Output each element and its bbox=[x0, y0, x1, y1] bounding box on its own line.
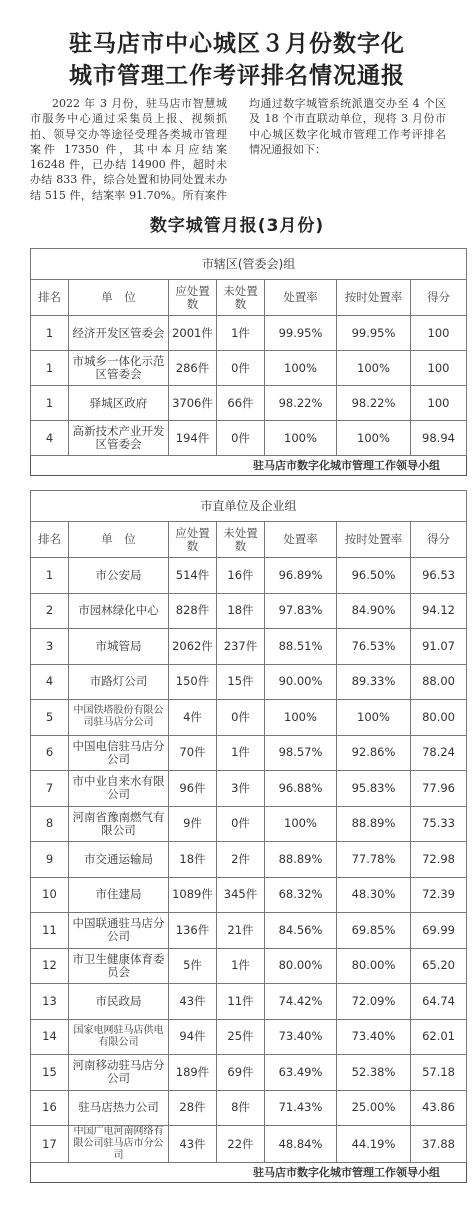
cell-ontime: 80.00% bbox=[337, 948, 411, 984]
cell-rate: 97.83% bbox=[265, 593, 337, 629]
cell-score: 64.74 bbox=[411, 984, 467, 1020]
cell-due: 2062件 bbox=[169, 629, 217, 665]
cell-rate: 100% bbox=[265, 421, 337, 456]
cell-rank: 15 bbox=[31, 1055, 69, 1091]
cell-due: 1089件 bbox=[169, 877, 217, 913]
cell-rate: 98.22% bbox=[265, 386, 337, 421]
cell-rate: 96.88% bbox=[265, 771, 337, 807]
cell-rate: 88.51% bbox=[265, 629, 337, 665]
header-ontime: 按时处置率 bbox=[337, 522, 411, 558]
header-rate: 处置率 bbox=[265, 522, 337, 558]
cell-rank: 1 bbox=[31, 316, 69, 351]
cell-rank: 7 bbox=[31, 771, 69, 807]
cell-score: 43.86 bbox=[411, 1090, 467, 1126]
cell-unit: 中国电信驻马店分公司 bbox=[69, 735, 169, 771]
cell-unit: 市交通运输局 bbox=[69, 842, 169, 878]
cell-rank: 17 bbox=[31, 1126, 69, 1163]
table-row bbox=[31, 558, 467, 594]
cell-ontime: 100% bbox=[337, 421, 411, 456]
header-pending: 未处置数 bbox=[217, 280, 265, 316]
cell-pending: 2件 bbox=[217, 842, 265, 878]
cell-due: 4件 bbox=[169, 700, 217, 736]
cell-score: 80.00 bbox=[411, 700, 467, 736]
table-row bbox=[31, 421, 467, 456]
header-due: 应处置数 bbox=[169, 280, 217, 316]
cell-pending: 0件 bbox=[217, 700, 265, 736]
cell-due: 286件 bbox=[169, 351, 217, 386]
cell-unit: 市公安局 bbox=[69, 558, 169, 594]
table-row bbox=[31, 1090, 467, 1126]
cell-pending: 21件 bbox=[217, 913, 265, 949]
header-pending: 未处置数 bbox=[217, 522, 265, 558]
cell-rate: 99.95% bbox=[265, 316, 337, 351]
cell-rate: 96.89% bbox=[265, 558, 337, 594]
cell-score: 91.07 bbox=[411, 629, 467, 665]
cell-due: 96件 bbox=[169, 771, 217, 807]
cell-rank: 16 bbox=[31, 1090, 69, 1126]
cell-rank: 6 bbox=[31, 735, 69, 771]
cell-rank: 3 bbox=[31, 629, 69, 665]
title-line-1: 驻马店市中心城区３月份数字化 bbox=[69, 31, 405, 57]
cell-unit: 中国铁塔股份有限公司驻马店分公司 bbox=[69, 700, 169, 736]
cell-score: 100 bbox=[411, 351, 467, 386]
cell-pending: 1件 bbox=[217, 948, 265, 984]
cell-score: 57.18 bbox=[411, 1055, 467, 1091]
cell-pending: 0件 bbox=[217, 421, 265, 456]
table-row bbox=[31, 593, 467, 629]
cell-pending: 345件 bbox=[217, 877, 265, 913]
cell-due: 18件 bbox=[169, 842, 217, 878]
cell-pending: 66件 bbox=[217, 386, 265, 421]
group-title: 市直单位及企业组 bbox=[31, 491, 467, 522]
cell-unit: 驿城区政府 bbox=[69, 386, 169, 421]
cell-ontime: 84.90% bbox=[337, 593, 411, 629]
report-subtitle: 数字城管月报(3月份) bbox=[149, 216, 325, 236]
cell-rank: 2 bbox=[31, 593, 69, 629]
header-unit: 单 位 bbox=[69, 280, 169, 316]
cell-due: 5件 bbox=[169, 948, 217, 984]
cell-score: 72.39 bbox=[411, 877, 467, 913]
table-row bbox=[31, 735, 467, 771]
table-row bbox=[31, 771, 467, 807]
cell-rate: 80.00% bbox=[265, 948, 337, 984]
cell-rate: 98.57% bbox=[265, 735, 337, 771]
cell-rate: 100% bbox=[265, 806, 337, 842]
cell-unit: 中国广电河南网络有限公司驻马店市分公司 bbox=[69, 1126, 169, 1163]
cell-score: 100 bbox=[411, 386, 467, 421]
table-row bbox=[31, 316, 467, 351]
cell-due: 189件 bbox=[169, 1055, 217, 1091]
cell-due: 28件 bbox=[169, 1090, 217, 1126]
cell-rate: 100% bbox=[265, 351, 337, 386]
cell-rank: 11 bbox=[31, 913, 69, 949]
cell-due: 9件 bbox=[169, 806, 217, 842]
table-row bbox=[31, 806, 467, 842]
cell-rank: 8 bbox=[31, 806, 69, 842]
header-unit: 单 位 bbox=[69, 522, 169, 558]
intro-text bbox=[30, 96, 446, 204]
header-rank: 排名 bbox=[31, 280, 69, 316]
cell-score: 96.53 bbox=[411, 558, 467, 594]
cell-unit: 市城乡一体化示范区管委会 bbox=[69, 351, 169, 386]
cell-rate: 88.89% bbox=[265, 842, 337, 878]
title-line-2: 城市管理工作考评排名情况通报 bbox=[69, 63, 405, 89]
cell-pending: 16件 bbox=[217, 558, 265, 594]
cell-unit: 市路灯公司 bbox=[69, 664, 169, 700]
cell-ontime: 95.83% bbox=[337, 771, 411, 807]
cell-rank: 4 bbox=[31, 421, 69, 456]
group-title: 市辖区(管委会)组 bbox=[31, 249, 467, 280]
cell-ontime: 100% bbox=[337, 351, 411, 386]
cell-pending: 237件 bbox=[217, 629, 265, 665]
table-footer: 驻马店市数字化城市管理工作领导小组 bbox=[253, 459, 441, 472]
table-header-row bbox=[31, 522, 467, 558]
cell-ontime: 69.85% bbox=[337, 913, 411, 949]
cell-pending: 15件 bbox=[217, 664, 265, 700]
table-row bbox=[31, 984, 467, 1020]
cell-rank: 1 bbox=[31, 558, 69, 594]
cell-ontime: 72.09% bbox=[337, 984, 411, 1020]
cell-ontime: 76.53% bbox=[337, 629, 411, 665]
table-row bbox=[31, 700, 467, 736]
cell-rank: 12 bbox=[31, 948, 69, 984]
cell-rate: 63.49% bbox=[265, 1055, 337, 1091]
cell-due: 43件 bbox=[169, 1126, 217, 1163]
district-ranking-table bbox=[30, 248, 467, 476]
cell-unit: 中国联通驻马店分公司 bbox=[69, 913, 169, 949]
cell-ontime: 77.78% bbox=[337, 842, 411, 878]
table-row bbox=[31, 877, 467, 913]
cell-rate: 73.40% bbox=[265, 1019, 337, 1055]
table-row bbox=[31, 948, 467, 984]
cell-score: 65.20 bbox=[411, 948, 467, 984]
table-row bbox=[31, 629, 467, 665]
cell-rank: 5 bbox=[31, 700, 69, 736]
table-row bbox=[31, 386, 467, 421]
cell-pending: 8件 bbox=[217, 1090, 265, 1126]
cell-due: 2001件 bbox=[169, 316, 217, 351]
cell-score: 75.33 bbox=[411, 806, 467, 842]
cell-pending: 3件 bbox=[217, 771, 265, 807]
cell-unit: 驻马店热力公司 bbox=[69, 1090, 169, 1126]
cell-ontime: 96.50% bbox=[337, 558, 411, 594]
cell-rank: 1 bbox=[31, 386, 69, 421]
cell-unit: 市园林绿化中心 bbox=[69, 593, 169, 629]
cell-due: 514件 bbox=[169, 558, 217, 594]
cell-rank: 4 bbox=[31, 664, 69, 700]
cell-due: 3706件 bbox=[169, 386, 217, 421]
department-ranking-table bbox=[30, 490, 467, 1183]
cell-rate: 68.32% bbox=[265, 877, 337, 913]
cell-rank: 13 bbox=[31, 984, 69, 1020]
cell-unit: 市城管局 bbox=[69, 629, 169, 665]
cell-score: 98.94 bbox=[411, 421, 467, 456]
cell-pending: 1件 bbox=[217, 316, 265, 351]
header-ontime: 按时处置率 bbox=[337, 280, 411, 316]
cell-score: 94.12 bbox=[411, 593, 467, 629]
cell-due: 136件 bbox=[169, 913, 217, 949]
header-score: 得分 bbox=[411, 280, 467, 316]
cell-score: 62.01 bbox=[411, 1019, 467, 1055]
cell-rank: 9 bbox=[31, 842, 69, 878]
cell-pending: 25件 bbox=[217, 1019, 265, 1055]
cell-due: 828件 bbox=[169, 593, 217, 629]
cell-unit: 国家电网驻马店供电有限公司 bbox=[69, 1019, 169, 1055]
cell-score: 77.96 bbox=[411, 771, 467, 807]
table-row bbox=[31, 664, 467, 700]
cell-rate: 71.43% bbox=[265, 1090, 337, 1126]
department-table-body bbox=[31, 558, 467, 1163]
table-header-row bbox=[31, 280, 467, 316]
cell-due: 70件 bbox=[169, 735, 217, 771]
table-row bbox=[31, 913, 467, 949]
header-rate: 处置率 bbox=[265, 280, 337, 316]
cell-unit: 河南省豫南燃气有限公司 bbox=[69, 806, 169, 842]
cell-ontime: 89.33% bbox=[337, 664, 411, 700]
cell-ontime: 92.86% bbox=[337, 735, 411, 771]
cell-score: 37.88 bbox=[411, 1126, 467, 1163]
cell-ontime: 88.89% bbox=[337, 806, 411, 842]
cell-pending: 11件 bbox=[217, 984, 265, 1020]
cell-score: 69.99 bbox=[411, 913, 467, 949]
cell-due: 150件 bbox=[169, 664, 217, 700]
cell-score: 100 bbox=[411, 316, 467, 351]
cell-ontime: 98.22% bbox=[337, 386, 411, 421]
district-table-body bbox=[31, 316, 467, 456]
cell-score: 72.98 bbox=[411, 842, 467, 878]
cell-unit: 高新技术产业开发区管委会 bbox=[69, 421, 169, 456]
header-rank: 排名 bbox=[31, 522, 69, 558]
cell-rank: 10 bbox=[31, 877, 69, 913]
table-row bbox=[31, 1126, 467, 1163]
cell-due: 43件 bbox=[169, 984, 217, 1020]
table-row bbox=[31, 351, 467, 386]
cell-pending: 0件 bbox=[217, 806, 265, 842]
cell-ontime: 44.19% bbox=[337, 1126, 411, 1163]
cell-unit: 市中业自来水有限公司 bbox=[69, 771, 169, 807]
table-row bbox=[31, 842, 467, 878]
cell-ontime: 48.30% bbox=[337, 877, 411, 913]
cell-due: 194件 bbox=[169, 421, 217, 456]
cell-ontime: 52.38% bbox=[337, 1055, 411, 1091]
intro-paragraph: 2022 年 3 月份，驻马店市智慧城市服务中心通过采集员上报、视频抓拍、领导交办等途径受理各类城市管理案件 17350 件，其中本月应结案 16248 件，已办结 14900 件，超时未办结 833 件，综合处置和协同处置未办结 515 件，结案率 91.70%。所有案件均通过数字城管系统派遣交办至 4 个区及 18 个市直联动单位，现将 3 月份市中心城区数字化城市管理工作考评排名情况通报如下： bbox=[30, 97, 446, 202]
cell-ontime: 99.95% bbox=[337, 316, 411, 351]
cell-unit: 市卫生健康体育委员会 bbox=[69, 948, 169, 984]
cell-rate: 48.84% bbox=[265, 1126, 337, 1163]
header-due: 应处置数 bbox=[169, 522, 217, 558]
table-footer: 驻马店市数字化城市管理工作领导小组 bbox=[253, 1166, 441, 1179]
cell-pending: 18件 bbox=[217, 593, 265, 629]
cell-rate: 84.56% bbox=[265, 913, 337, 949]
table-row bbox=[31, 1055, 467, 1091]
header-score: 得分 bbox=[411, 522, 467, 558]
cell-unit: 河南移动驻马店分公司 bbox=[69, 1055, 169, 1091]
cell-pending: 22件 bbox=[217, 1126, 265, 1163]
cell-score: 78.24 bbox=[411, 735, 467, 771]
cell-unit: 经济开发区管委会 bbox=[69, 316, 169, 351]
article-title bbox=[0, 28, 474, 92]
cell-rate: 90.00% bbox=[265, 664, 337, 700]
cell-score: 88.00 bbox=[411, 664, 467, 700]
cell-ontime: 73.40% bbox=[337, 1019, 411, 1055]
cell-pending: 0件 bbox=[217, 351, 265, 386]
cell-rate: 100% bbox=[265, 700, 337, 736]
cell-rate: 74.42% bbox=[265, 984, 337, 1020]
cell-unit: 市民政局 bbox=[69, 984, 169, 1020]
cell-rank: 1 bbox=[31, 351, 69, 386]
cell-rank: 14 bbox=[31, 1019, 69, 1055]
cell-unit: 市住建局 bbox=[69, 877, 169, 913]
cell-pending: 1件 bbox=[217, 735, 265, 771]
cell-ontime: 100% bbox=[337, 700, 411, 736]
cell-ontime: 25.00% bbox=[337, 1090, 411, 1126]
table-row bbox=[31, 1019, 467, 1055]
cell-pending: 69件 bbox=[217, 1055, 265, 1091]
cell-due: 94件 bbox=[169, 1019, 217, 1055]
